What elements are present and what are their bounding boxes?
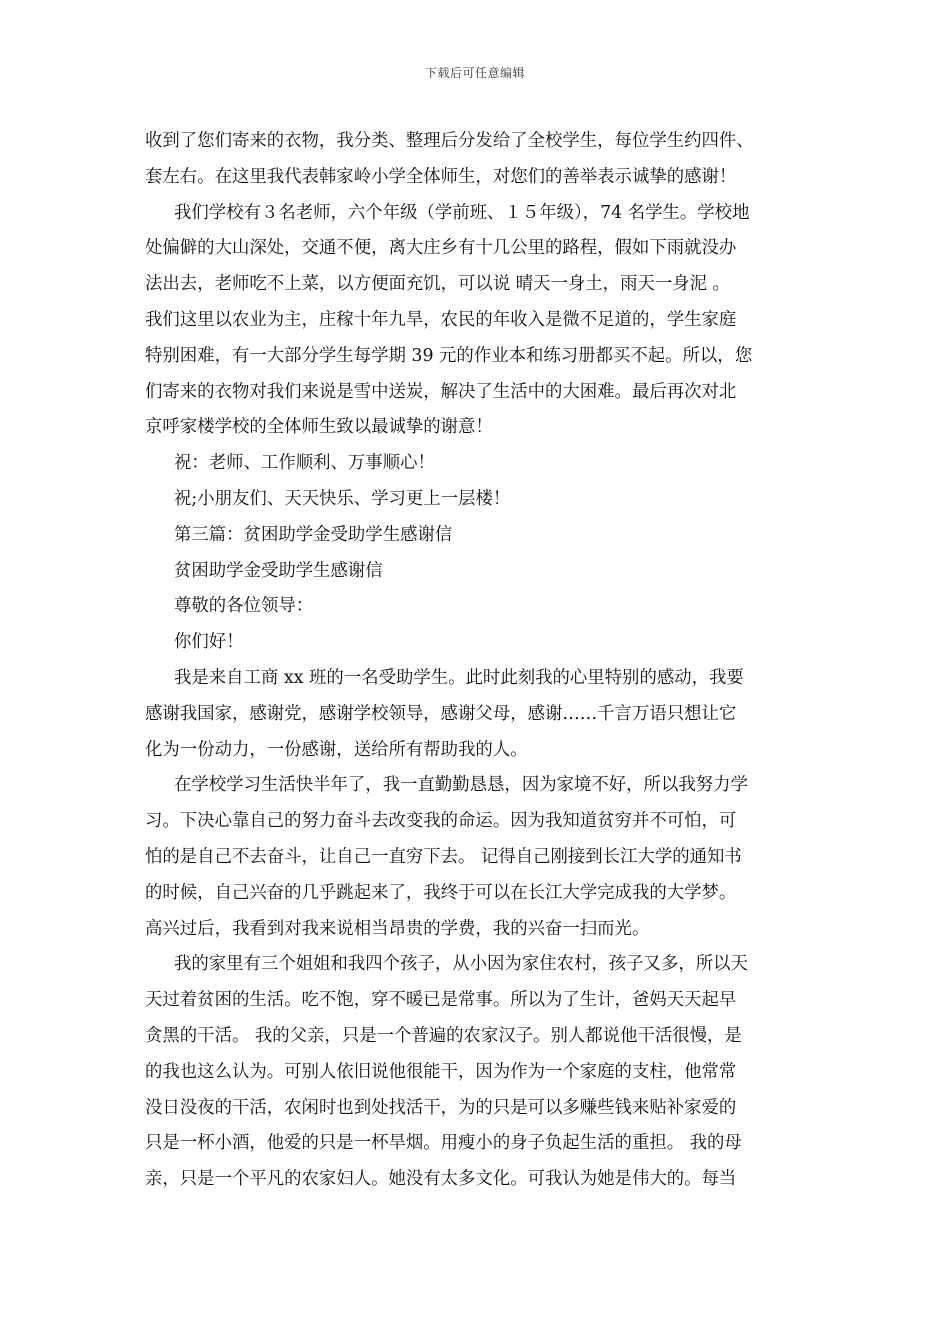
text-line: 尊敬的各位领导： [174, 596, 314, 617]
text-line: 化为一份动力，一份感谢，送给所有帮助我的人。 [145, 739, 528, 760]
text-line: 的我也这么认为。可别人依旧说他很能干，因为作为一个家庭的支柱，他常常 [145, 1061, 737, 1082]
text-line: 京呼家楼学校的全体师生致以最诚挚的谢意！ [145, 417, 493, 438]
text-line: 套左右。在这里我代表韩家岭小学全体师生，对您们的善举表示诚挚的感谢！ [145, 166, 737, 187]
text-line: 感谢我国家，感谢党，感谢学校领导，感谢父母，感谢……千言万语只想让它 [145, 703, 737, 724]
text-line: 我的家里有三个姐姐和我四个孩子，从小因为家住农村，孩子又多，所以天 [174, 954, 748, 975]
text-line: 贫困助学金受助学生感谢信 [174, 560, 383, 581]
text-line: 收到了您们寄来的衣物，我分类、整理后分发给了全校学生，每位学生约四件、 [145, 131, 754, 151]
text-line: 怕的是自己不去奋斗，让自己一直穷下去。 记得自己刚接到长江大学的通知书 [145, 846, 742, 867]
text-line: 贪黑的干活。 我的父亲，只是一个普遍的农家汉子。别人都说他干活很慢，是 [145, 1025, 742, 1046]
text-line: 在学校学习生活快半年了，我一直勤勤恳恳，因为家境不好，所以我努力学 [174, 775, 748, 796]
text-line: 习。下决心靠自己的努力奋斗去改变我的命运。因为我知道贫穷并不可怕，可 [145, 811, 737, 832]
text-line: 法出去，老师吃不上菜，以方便面充饥，可以说 晴天一身土，雨天一身泥 。 [145, 274, 730, 295]
text-line: 我们学校有３名老师，六个年级（学前班、１５年级），74 名学生。学校地 [174, 202, 750, 223]
text-line: 我们这里以农业为主，庄稼十年九旱，农民的年收入是微不足道的，学生家庭 [145, 309, 737, 330]
text-line: 我是来自工商 xx 班的一名受助学生。此时此刻我的心里特别的感动，我要 [174, 667, 744, 688]
text-line: 天过着贫困的生活。吃不饱，穿不暖已是常事。所以为了生计，爸妈天天起早 [145, 990, 737, 1011]
text-line: 们寄来的衣物对我们来说是雪中送炭，解决了生活中的大困难。最后再次对北 [145, 381, 737, 402]
text-line: 处偏僻的大山深处，交通不便，离大庄乡有十几公里的路程，假如下雨就没办 [145, 238, 737, 259]
text-line: 没日没夜的干活，农闲时也到处找活干，为的只是可以多赚些钱来贴补家爱的 [145, 1097, 737, 1118]
text-line: 祝;小朋友们、天天快乐、学习更上一层楼！ [174, 488, 511, 509]
text-line: 高兴过后，我看到对我来说相当昂贵的学费，我的兴奋一扫而光。 [145, 918, 650, 939]
text-line: 的时候，自己兴奋的几乎跳起来了，我终于可以在长江大学完成我的大学梦。 [145, 882, 737, 903]
text-line: 亲，只是一个平凡的农家妇人。她没有太多文化。可我认为她是伟大的。每当 [145, 1169, 737, 1190]
text-line: 特别困难，有一大部分学生每学期 39 元的作业本和练习册都买不起。所以，您 [145, 345, 753, 366]
page-header: 下载后可任意编辑 [424, 66, 525, 80]
text-line: 祝：老师、工作顺利、万事顺心！ [174, 453, 435, 474]
document-body [145, 124, 810, 1198]
text-line: 第三篇：贫困助学金受助学生感谢信 [174, 524, 453, 545]
text-line: 你们好！ [174, 632, 244, 653]
text-line: 只是一杯小酒，他爱的只是一杯旱烟。用瘦小的身子负起生活的重担。 我的母 [145, 1133, 742, 1154]
